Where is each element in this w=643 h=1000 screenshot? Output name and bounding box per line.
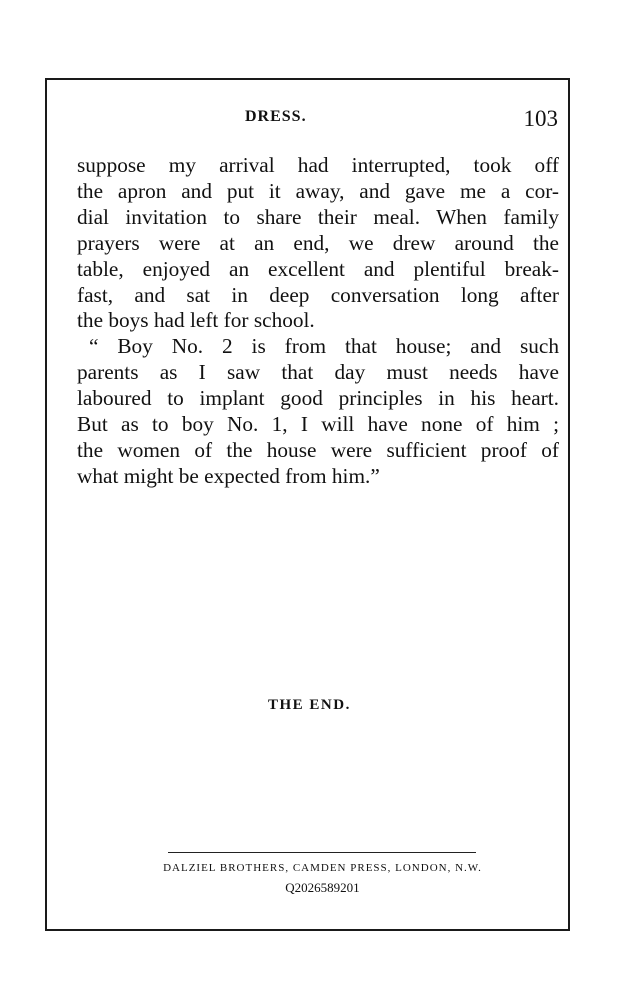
text-line: suppose my arrival had interrupted, took off bbox=[77, 153, 559, 177]
text-line: what might be expected from him.” bbox=[77, 463, 380, 488]
catalog-code: Q2026589201 bbox=[285, 880, 360, 895]
text-line: laboured to implant good principles in his heart. bbox=[77, 386, 559, 411]
footer-rule bbox=[168, 852, 476, 853]
text-line: table, enjoyed an excellent and plentiful break- bbox=[77, 256, 559, 281]
body-text bbox=[77, 153, 559, 490]
text-line: the apron and put it away, and gave me a cor- bbox=[77, 178, 559, 203]
running-head: DRESS. bbox=[245, 108, 307, 125]
text-line: fast, and sat in deep conversation long after bbox=[77, 282, 559, 307]
page-number: 103 bbox=[523, 106, 558, 131]
text-line: the boys had left for school. bbox=[77, 308, 315, 333]
the-end-heading: THE END. bbox=[268, 697, 351, 713]
text-line: the women of the house were sufficient proof of bbox=[77, 437, 559, 462]
text-line: dial invitation to share their meal. When family bbox=[77, 204, 559, 229]
printer-imprint: DALZIEL BROTHERS, CAMDEN PRESS, LONDON, N.W. bbox=[163, 862, 482, 874]
text-line: But as to boy No. 1, I will have none of him ; bbox=[77, 412, 559, 437]
text-line: prayers were at an end, we drew around the bbox=[77, 230, 559, 255]
text-line: “ Boy No. 2 is from that house; and such bbox=[89, 334, 559, 359]
text-line: parents as I saw that day must needs have bbox=[77, 360, 559, 385]
